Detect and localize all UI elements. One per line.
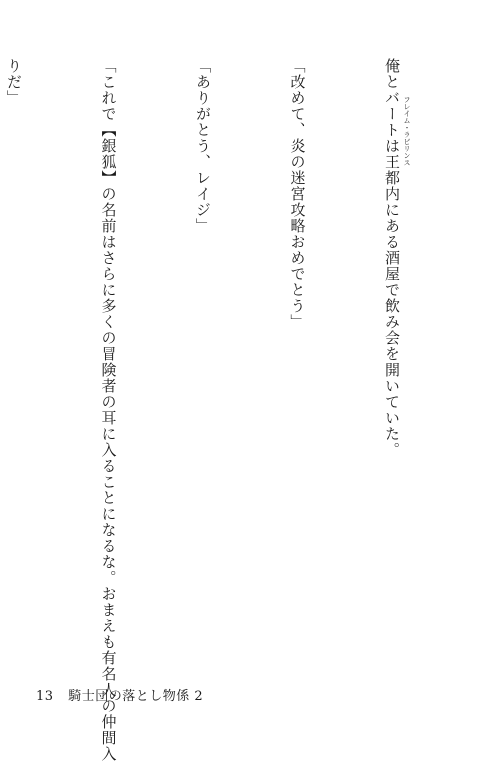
text-line: 「これで【銀狐】の名前はさらに多くの冒険者の耳に入ることになるな。おまえも有名人の仲間入 — [99, 58, 118, 762]
book-title: 騎士団の落とし物係 2 — [68, 689, 204, 704]
text-line: 「改めて、炎の迷宮攻略おめでとう」 — [288, 58, 307, 330]
page-number: 13 — [36, 689, 54, 704]
text-line: 俺とバートは王都内にある酒屋で飲み会を開いていた。 — [383, 58, 401, 458]
text-line: 「ありがとう、レイジ」 — [194, 58, 212, 234]
text-line: りだ」 — [5, 58, 23, 106]
furigana-annotation: フレイム・ラビリンス — [403, 96, 411, 166]
page-footer — [36, 685, 203, 704]
